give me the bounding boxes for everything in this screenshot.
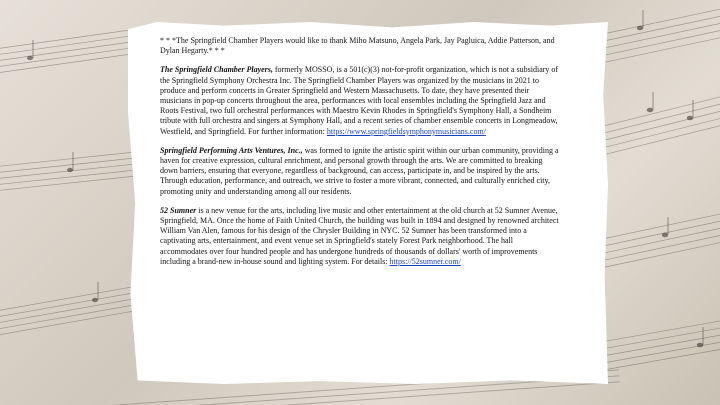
section-body: is a new venue for the arts, including live music and other entertainment at the old church at 52 Sumner Avenue, Springfield, MA. Once the home of Faith United Church, the building was built in 1894 and designed by renowned architect William Van Alen, famous for his design of the Chrysler Building in NYC. 52 Sumner has been transformed into a captivating arts, entertainment, and event venue set in Springfield's stately Forest Park neighborhood. The hall accommodates over four hundred people and has undergone hundreds of thousands of dollars' worth of improvements including a brand-new in-house sound and lighting system. For details: [160,205,559,266]
section-body: was formed to ignite the artistic spirit within our urban community, providing a haven for creative expression, cultural enrichment, and personal growth through the arts. We are committed to breaking down barriers, ensuring that everyone, regardless of background, can access, participate in, and be inspired by the arts. Through education, performance, and outreach, we strive to foster a more vibrant, connected, and culturally enriched city, promoting unity and understanding among all our residents. [160,145,559,196]
section-springfield-performing-arts [160,146,560,197]
org-name: Springfield Performing Arts Ventures, Inc., [160,145,303,155]
org-name: 52 Sumner [160,205,197,215]
document-content [160,36,560,276]
chamber-players-link[interactable]: https://www.springfieldsymphonymusicians.com/ [326,126,486,136]
section-52-sumner [160,206,560,267]
section-body: formerly MOSSO, is a 501(c)(3) not-for-profit organization, which is not a subsidiary of the Springfield Symphony Orchestra Inc. The Springfield Chamber Players was organized by the musicians in 2021 to produce and perform concerts in Greater Springfield and Western Massachusetts. To date, they have presented their musicians in pop-up concerts throughout the area, performances with local ensembles including the Springfield Jazz and Roots Festival, two full orchestral performances with Maestro Kevin Rhodes in Springfield's Symphony Hall, a Sondheim tribute with full orchestra and singers at Symphony Hall, and a recent series of chamber ensemble concerts in Longmeadow, Westfield, and Springfield. For further information: [160,65,559,136]
section-springfield-chamber-players [160,65,560,136]
acknowledgement-text: * * *The Springfield Chamber Players would like to thank Miho Matsuno, Angela Park, Jay Pagluica, Addie Patterson, and Dylan Hegarty.* * * [160,36,555,56]
org-name: The Springfield Chamber Players, [160,65,273,75]
52-sumner-link[interactable]: https://52sumner.com/ [389,256,461,266]
